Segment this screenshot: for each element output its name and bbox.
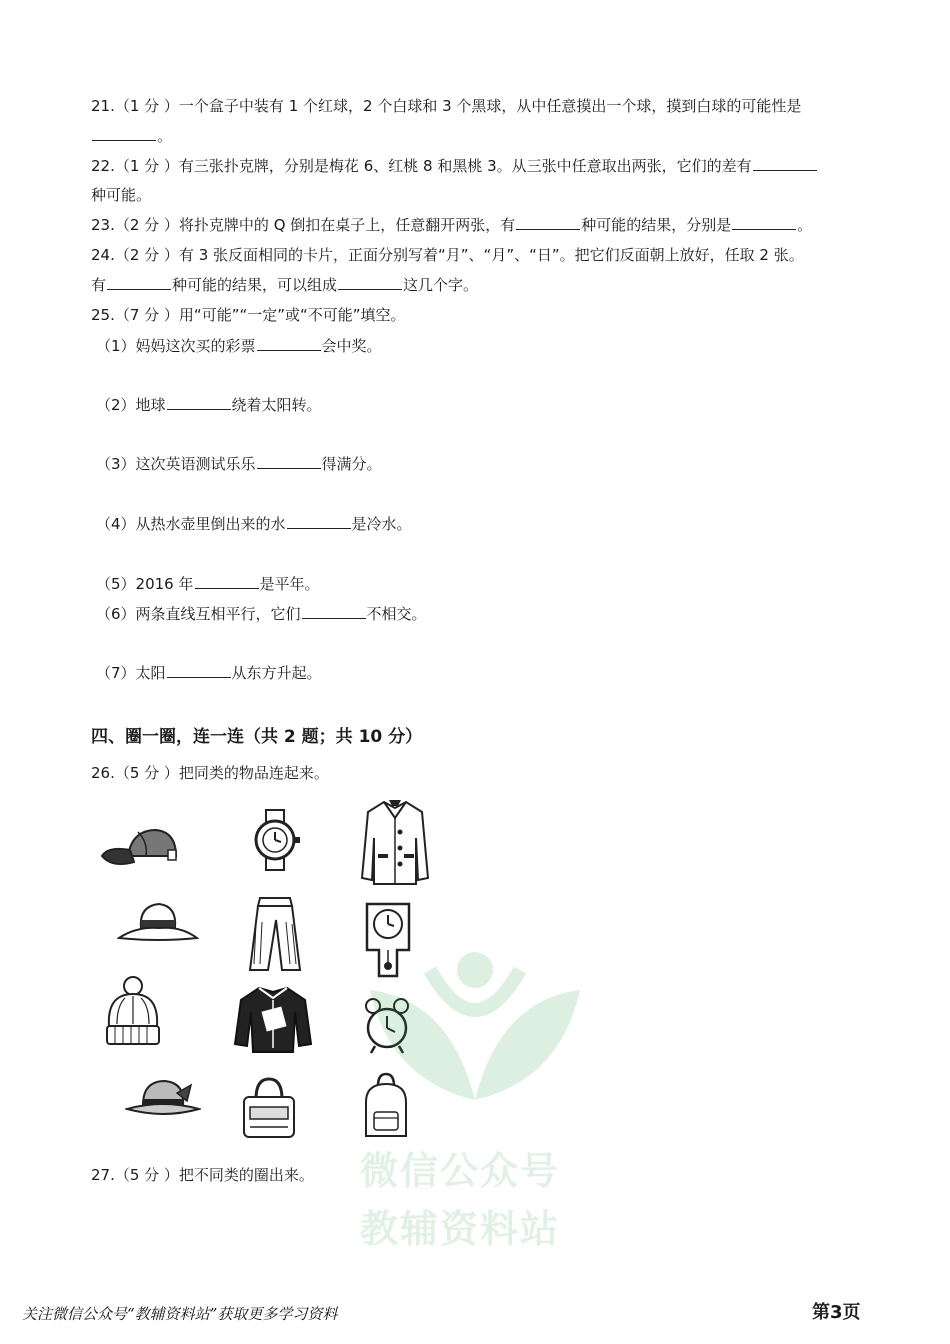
question-27: 27.（5 分 ）把不同类的圈出来。 [91, 1166, 314, 1184]
question-25-item-3: （3）这次英语测试乐乐 得满分。 [96, 455, 382, 473]
answer-blank[interactable] [732, 215, 796, 230]
pendulum-clock-icon[interactable] [363, 900, 413, 980]
answer-blank[interactable] [257, 454, 321, 469]
question-25-item-7: （7）太阳 从东方升起。 [96, 664, 322, 682]
question-22 [91, 156, 818, 176]
footer-note: 关注微信公众号“教辅资料站”获取更多学习资料 [22, 1305, 338, 1323]
answer-blank[interactable] [167, 395, 231, 410]
fedora-hat-icon[interactable] [117, 900, 199, 944]
question-25-item-4: （4）从热水壶里倒出来的水 是冷水。 [96, 515, 412, 533]
answer-blank[interactable] [195, 574, 259, 589]
question-25-item-5: （5）2016 年 是平年。 [96, 575, 320, 593]
answer-blank[interactable] [287, 514, 351, 529]
leaf-right [475, 990, 580, 1100]
jacket-icon[interactable] [233, 982, 313, 1058]
question-25: 25.（7 分 ）用“可能”“一定”或“不可能”填空。 [91, 306, 406, 324]
question-21 [91, 96, 801, 116]
answer-blank[interactable] [257, 336, 321, 351]
answer-blank[interactable] [516, 215, 580, 230]
question-26: 26.（5 分 ）把同类的物品连起来。 [91, 764, 329, 782]
trousers-icon[interactable] [246, 894, 304, 974]
question-22-text: 22.（1 分 ）有三张扑克牌，分别是梅花 6、红桃 8 和黑桃 3。从三张中任意取出两张，它们的差有 [91, 157, 752, 175]
question-21-text: 21.（1 分 ）一个盒子中装有 1 个红球，2 个白球和 3 个黑球，从中任意摸出一个球，摸到白球的可能性是 [91, 97, 802, 115]
question-21-answer-line: 。 [91, 126, 172, 146]
wristwatch-icon[interactable] [246, 808, 304, 872]
coat-icon[interactable] [360, 798, 430, 886]
answer-blank[interactable] [753, 156, 817, 171]
question-25-item-2: （2）地球 绕着太阳转。 [96, 396, 322, 414]
answer-blank[interactable] [92, 126, 156, 141]
answer-blank[interactable] [302, 604, 366, 619]
baseball-cap-icon[interactable] [98, 826, 182, 872]
answer-blank[interactable] [338, 275, 402, 290]
question-24-cont: 有 种可能的结果，可以组成 这几个字。 [91, 276, 479, 294]
answer-blank[interactable] [107, 275, 171, 290]
question-25-item-1: （1）妈妈这次买的彩票 会中奖。 [96, 337, 382, 355]
question-23: 23.（2 分 ）将扑克牌中的 Q 倒扣在桌子上，任意翻开两张，有 种可能的结果，分别是 。 [91, 216, 813, 234]
sun-hat-icon[interactable] [125, 1075, 201, 1123]
handbag-icon[interactable] [240, 1075, 298, 1141]
section-title: 四、圈一圈，连一连（共 2 题；共 10 分） [91, 727, 423, 747]
question-24: 24.（2 分 ）有 3 张反面相同的卡片，正面分别写着“月”、“月”、“日”。把它们反面朝上放好，任取 2 张。 [91, 246, 804, 264]
knit-beanie-icon[interactable] [103, 974, 163, 1050]
watermark-text-2: 教辅资料站 [360, 1207, 561, 1251]
alarm-clock-icon[interactable] [363, 996, 411, 1056]
backpack-icon[interactable] [360, 1072, 412, 1142]
page-number: 第3页 [812, 1302, 861, 1323]
question-25-item-6: （6）两条直线互相平行，它们 不相交。 [96, 605, 427, 623]
answer-blank[interactable] [167, 663, 231, 678]
watermark-text-1: 微信公众号 [360, 1149, 561, 1193]
question-22-cont: 种可能。 [91, 186, 152, 204]
